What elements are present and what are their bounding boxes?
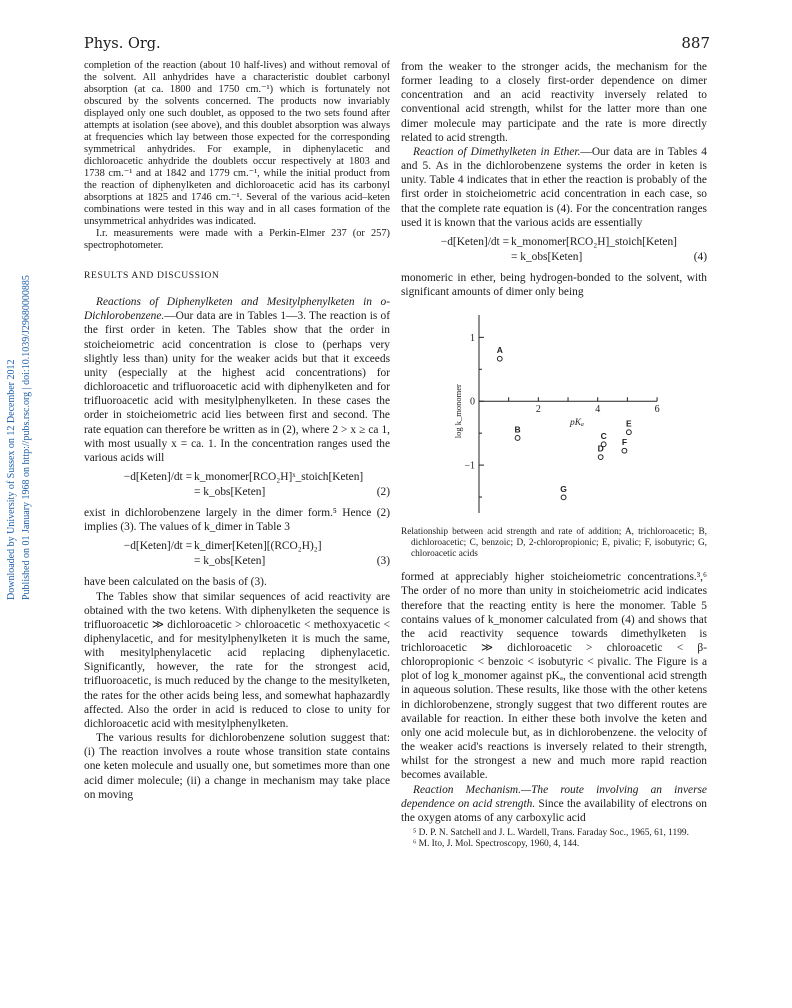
equation-lhs: −d[Keten]/dt = (123, 540, 192, 553)
x-axis-label: pKₐ (569, 418, 584, 429)
footnote-5: ⁵ D. P. N. Satchell and J. L. Wardell, Trans. Faraday Soc., 1965, 61, 1199. (413, 828, 689, 838)
point-label: A (496, 345, 503, 356)
equation-rhs: = k_obs[Keten] (511, 250, 583, 263)
paragraph-text: —Our data are in Tables 1—3. The reaction is of the first order in keten. The Tables show that the order in stoicheiometric acid concentration is close to (perhaps very slightly less than) unity for the weaker acids but that it exceeds unity (especially at the highest acid concentrations) for dichloroacetic and trifluoroacetic acid with diphenylketen and for trifluoroacetic acid with mesitylphenylketen. In these cases the order in stoicheiometric acid lies between first and second. The rate equation can therefore be written as in (2), where 2 > x ≥ ca 1, with most usually x = ca. 1. In the concentration ranges used the various acids will (84, 310, 390, 464)
point-label: E (626, 418, 632, 429)
paragraph-dimethylketen (401, 145, 707, 230)
subsection-title: Reaction of Dimethylketen in Ether. (413, 145, 581, 158)
page-number: 887 (681, 34, 710, 52)
y-tick-label: 0 (470, 396, 475, 408)
y-tick-label: 1 (470, 333, 475, 345)
equation-rhs: = k_obs[Keten] (194, 486, 266, 499)
equation-number: (4) (693, 250, 707, 263)
left-column (84, 60, 390, 802)
download-note[interactable]: Downloaded by University of Sussex on 12 December 2012 (6, 359, 17, 600)
data-point (561, 495, 566, 500)
paragraph-ir: I.r. measurements were made with a Perkin-Elmer 237 (or 257) spectrophotometer. (84, 228, 390, 251)
paragraph-experimental: completion of the reaction (about 10 half-lives) and without removal of the solvent. All anhydrides have a characteristic doublet carbonyl absorption (at ca. 1800 and 1750 cm.⁻¹) which is fortunately not obscured by the solvents concerned. The products now invariably displayed only one such doublet, as opposed to the two sets found after attempts at isolation (see above), and this doublet absorption was always at frequencies which lay between those expected for the corresponding symmetrical anhydrides. For example, in diphenylacetic and dichloroacetic anhydride the doublets occur respectively at 1803 and 1738 cm.⁻¹ and at 1842 and 1779 cm.⁻¹, while the initial product from the reaction of diphenylketen and dichloroacetic acid has its carbonyl absorptions at 1825 and 1746 cm.⁻¹. Several of the various acid–keten combinations were tested in this way and in all cases formation of the unsymmetrical anhydrides was indicated. (84, 60, 390, 227)
equation-number: (3) (376, 555, 390, 568)
figure (401, 303, 707, 525)
equation-lhs: −d[Keten]/dt = (440, 235, 509, 248)
journal-title: Phys. Org. (84, 36, 161, 52)
paragraph-monomeric: monomeric in ether, being hydrogen-bonded to the solvent, with significant amounts of dimer only being (401, 271, 707, 299)
x-tick-label: 2 (535, 404, 541, 416)
equation-rhs: = k_obs[Keten] (194, 555, 266, 568)
figure-caption (401, 527, 707, 560)
paragraph-text: —Our data are in Tables 4 and 5. As in the dichlorobenzene systems the order in keten is unity. Table 4 indicates that in ether the reaction is probably of the first order in stoicheiometric acid concentration in each case, so that the complete rate equation is (4). For the concentration ranges used it is known that the various acids are essentially (401, 145, 707, 229)
equation-2 (84, 470, 390, 500)
equation-number: (2) (376, 486, 390, 499)
point-label: D (597, 443, 604, 454)
doi-link[interactable]: Published on 01 January 1968 on http://pubs.rsc.org | doi:10.1039/J29680000885 (21, 275, 32, 600)
paragraph-results: The various results for dichlorobenzene solution suggest that: (i) The reaction involves a route whose transition state contains one keten molecule and usually one, but sometimes more than one acid dimer molecule; (ii) a change in mechanism may take place on moving (84, 732, 390, 801)
data-point (622, 449, 627, 454)
point-label: C (600, 431, 607, 442)
subsection-title: Reaction Mechanism.—The route involving an inverse dependence on acid strength. (401, 783, 707, 810)
paragraph-dimer: exist in dichlorobenzene largely in the dimer form.⁵ Hence (2) implies (3). The values of k_dimer in Table 3 (84, 507, 390, 534)
point-label: F (621, 437, 628, 448)
scatter-plot (401, 303, 707, 525)
equation-rhs: k_dimer[Keten][(RCO₂H)₂] (194, 540, 322, 553)
paragraph-sequences: The Tables show that similar sequences of acid reactivity are obtained with the two ketens. With diphenylketen the sequence is trifluoroacetic ≫ dichloroacetic > chloroacetic < methoxyacetic < diphenylacetic, and for mesitylphenylketen it is much the same, with mesitylphenylacetic acid replacing diphenylacetic. Significantly, however, the rate for the strongest acid, trifluoroacetic, is much reduced by the change to the mesitylketen, the rates for the other acids being less, and somewhat haphazardly affected. Also the order in acid is reduced to close to unity for dichloroacetic acid with mesitylphenylketen. (84, 590, 390, 730)
footnote-6: ⁶ M. Ito, J. Mol. Spectroscopy, 1960, 4, 144. (413, 839, 580, 849)
subsection-title: Reactions of Diphenylketen and Mesitylphenylketen in o-Dichlorobenzene. (84, 296, 390, 323)
right-column (401, 60, 707, 850)
paragraph-reaction-mechanism (401, 783, 707, 825)
paragraph-calculated: have been calculated on the basis of (3). (84, 576, 267, 589)
equation-4 (401, 235, 707, 265)
equation-3 (84, 539, 390, 569)
point-label: B (514, 424, 521, 435)
paragraph-text: Since the availability of electrons on the oxygen atoms of any carboxylic acid (401, 797, 708, 824)
equation-lhs: −d[Keten]/dt = (123, 471, 192, 484)
paragraph-diphenylketen (84, 295, 390, 465)
x-tick-label: 4 (595, 404, 601, 416)
caption-text: Relationship between acid strength and rate of addition; A, trichloroacetic; B, dichloroacetic; C, benzoic; D, 2-chloropropionic; E, pivalic; F, isobutyric; G, chloroacetic acids (401, 527, 707, 560)
equation-rhs: k_monomer[RCO₂H]_stoich[Keten] (511, 235, 677, 248)
data-point (515, 436, 520, 441)
y-tick-label: −1 (464, 460, 475, 472)
data-point (497, 357, 502, 362)
equation-rhs: k_monomer[RCO₂H]ˣ_stoich[Keten] (194, 471, 364, 484)
data-point (598, 455, 603, 460)
x-tick-label: 6 (654, 404, 660, 416)
point-label: G (560, 484, 567, 495)
paragraph-mechanism: from the weaker to the stronger acids, the mechanism for the former leading to a closely first-order dependence on dimer concentration and an acid reactivity inversely related to conventional acid strength, whilst for the latter more than one dimer molecule may participate and the rate is more directly related to acid strength. (401, 61, 707, 144)
y-axis-label: log k_monomer (453, 384, 463, 439)
section-heading: RESULTS AND DISCUSSION (84, 270, 220, 281)
data-point (626, 430, 631, 435)
paragraph-monomer: formed at appreciably higher stoicheiometric concentrations.³,⁶ The order of no more than unity in stoicheiometric acid indicates therefore that the reacting entity is here the monomer. Table 5 contains values of k_monomer calculated from (4) and shows that the acid reactivity sequence towards dimethylketen is trichloroacetic ≫ dichloroacetic > chloroacetic < β-chloropropionic < benzoic < isobutyric < pivalic. The Figure is a plot of log k_monomer against pKₐ, the conventional acid strength in aqueous solution. These results, like those with the other ketens in dichlorobenzene, strongly suggest that two different routes are available for reaction. In either these both involve the keten and only one acid molecule but, as in dichlorobenzene. the velocity of the weaker acid's reactions is inversely related to their strength, whilst for the strongest a new and much more rapid reaction becomes available. (401, 571, 707, 782)
